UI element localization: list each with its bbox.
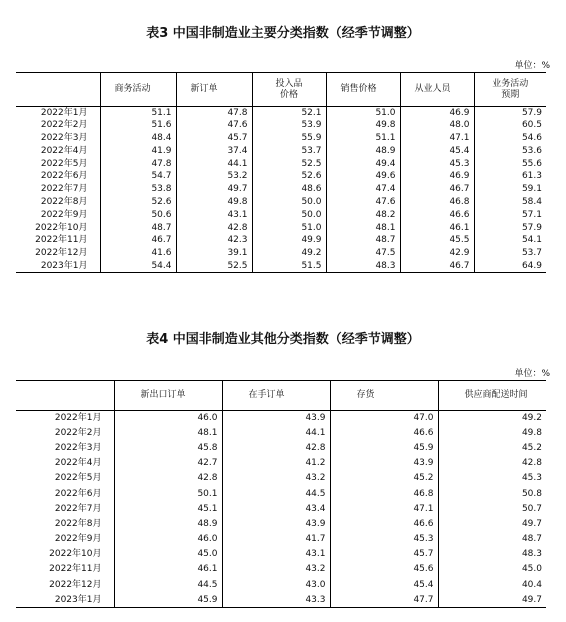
row-value: 43.9 [222,411,330,426]
row-value: 45.9 [330,441,438,456]
table-row [16,411,546,426]
table-row [16,517,546,532]
row-date: 2022年4月 [40,145,88,156]
row-value: 48.2 [326,209,400,222]
row-value: 50.0 [252,196,326,209]
row-value: 47.5 [326,247,400,260]
row-date: 2022年6月 [54,488,102,499]
row-value: 46.0 [114,532,222,547]
table-row [16,158,546,171]
row-value: 45.2 [438,441,546,456]
table-row [16,532,546,547]
row-value: 48.0 [400,119,474,132]
row-value: 48.4 [100,132,176,145]
row-value: 52.6 [252,170,326,183]
table3-header-row [16,73,546,107]
table4-body [16,411,546,608]
row-date: 2022年2月 [40,120,88,131]
row-value: 49.7 [438,517,546,532]
row-date: 2022年5月 [40,158,88,169]
row-value: 46.9 [400,170,474,183]
row-value: 60.5 [474,119,546,132]
row-value: 49.7 [176,183,252,196]
row-value: 46.7 [100,234,176,247]
row-value: 49.8 [176,196,252,209]
row-value: 48.3 [438,547,546,562]
row-value: 52.1 [252,107,326,120]
table-row [16,578,546,593]
row-value: 41.7 [222,532,330,547]
row-value: 52.5 [252,158,326,171]
row-date: 2022年2月 [54,427,102,438]
row-date: 2022年4月 [54,458,102,469]
row-value: 48.7 [438,532,546,547]
row-value: 42.9 [400,247,474,260]
row-value: 48.7 [326,234,400,247]
row-value: 53.7 [252,145,326,158]
table3-title: 表3 中国非制造业主要分类指数（经季节调整） [146,26,420,41]
row-value: 57.1 [474,209,546,222]
row-value: 42.8 [222,441,330,456]
row-value: 47.4 [326,183,400,196]
row-value: 53.8 [100,183,176,196]
row-value: 55.6 [474,158,546,171]
row-value: 49.2 [438,411,546,426]
table4-header-cell: 供应商配送时间 [438,381,546,411]
row-value: 53.6 [474,145,546,158]
row-value: 50.1 [114,486,222,501]
row-value: 57.9 [474,107,546,120]
table-row [16,209,546,222]
row-value: 43.0 [222,578,330,593]
row-value: 45.9 [114,593,222,608]
table4-header-blank [16,381,114,411]
row-value: 53.7 [474,247,546,260]
row-value: 45.0 [114,547,222,562]
row-value: 46.8 [330,486,438,501]
row-value: 45.4 [330,578,438,593]
table3-header-cell: 销售价格 [326,73,400,107]
row-value: 54.1 [474,234,546,247]
row-value: 61.3 [474,170,546,183]
row-value: 48.1 [326,222,400,235]
row-value: 40.4 [438,578,546,593]
row-value: 49.6 [326,170,400,183]
table4 [16,380,546,608]
row-value: 46.9 [400,107,474,120]
row-date: 2022年7月 [54,503,102,514]
row-value: 42.8 [114,471,222,486]
row-date: 2022年1月 [54,412,102,423]
row-value: 47.8 [100,158,176,171]
row-value: 44.5 [222,486,330,501]
row-value: 52.6 [100,196,176,209]
table-row [16,456,546,471]
row-value: 37.4 [176,145,252,158]
row-value: 48.6 [252,183,326,196]
row-value: 45.8 [114,441,222,456]
row-value: 41.2 [222,456,330,471]
table-row [16,547,546,562]
row-value: 64.9 [474,260,546,273]
table3-unit: 单位：% [514,61,550,71]
row-value: 46.6 [330,517,438,532]
row-value: 51.0 [326,107,400,120]
row-value: 51.5 [252,260,326,273]
row-date: 2022年3月 [54,442,102,453]
row-date: 2022年12月 [35,248,88,259]
row-value: 48.3 [326,260,400,273]
row-value: 52.5 [176,260,252,273]
table3-header-cell: 业务活动 预期 [474,73,546,107]
table-row [16,593,546,608]
row-value: 50.8 [438,486,546,501]
row-value: 46.1 [114,562,222,577]
row-value: 50.6 [100,209,176,222]
row-value: 42.8 [438,456,546,471]
row-value: 42.8 [176,222,252,235]
row-value: 45.4 [400,145,474,158]
row-date: 2022年5月 [54,473,102,484]
table-row [16,471,546,486]
row-date: 2022年7月 [40,184,88,195]
row-value: 45.3 [438,471,546,486]
row-value: 46.7 [400,183,474,196]
row-date: 2022年10月 [35,222,88,233]
table-row [16,234,546,247]
row-value: 54.7 [100,170,176,183]
row-value: 45.3 [400,158,474,171]
row-value: 49.4 [326,158,400,171]
row-value: 45.7 [330,547,438,562]
row-value: 46.6 [400,209,474,222]
row-value: 43.9 [222,517,330,532]
table-row [16,170,546,183]
row-value: 46.6 [330,426,438,441]
row-date: 2022年6月 [40,171,88,182]
row-value: 49.2 [252,247,326,260]
table-row [16,562,546,577]
row-value: 48.9 [326,145,400,158]
row-value: 44.5 [114,578,222,593]
table3-header-cell: 投入品 价格 [252,73,326,107]
row-value: 48.9 [114,517,222,532]
row-value: 43.2 [222,562,330,577]
table4-header-row [16,381,546,411]
row-value: 47.0 [330,411,438,426]
row-value: 43.1 [176,209,252,222]
table-row [16,119,546,132]
table4-header-cell: 新出口订单 [114,381,222,411]
row-value: 44.1 [222,426,330,441]
row-date: 2022年3月 [40,132,88,143]
row-value: 45.5 [400,234,474,247]
row-value: 43.9 [330,456,438,471]
row-value: 51.1 [100,107,176,120]
row-value: 46.0 [114,411,222,426]
row-value: 44.1 [176,158,252,171]
table-row [16,260,546,273]
row-value: 45.6 [330,562,438,577]
table4-header-cell: 存货 [330,381,438,411]
row-value: 50.0 [252,209,326,222]
table-row [16,222,546,235]
row-value: 43.2 [222,471,330,486]
row-value: 55.9 [252,132,326,145]
row-date: 2022年11月 [49,564,102,575]
row-value: 57.9 [474,222,546,235]
table-row [16,183,546,196]
row-value: 47.6 [176,119,252,132]
row-value: 41.9 [100,145,176,158]
table-row [16,441,546,456]
row-value: 43.1 [222,547,330,562]
table-row [16,426,546,441]
row-value: 47.8 [176,107,252,120]
row-date: 2022年10月 [49,549,102,560]
row-value: 49.9 [252,234,326,247]
table4-title: 表4 中国非制造业其他分类指数（经季节调整） [146,332,420,347]
row-value: 47.6 [326,196,400,209]
table3 [16,72,546,273]
row-value: 45.3 [330,532,438,547]
row-date: 2022年8月 [54,518,102,529]
row-value: 48.1 [114,426,222,441]
table-row [16,132,546,145]
table3-header-cell: 商务活动 [100,73,176,107]
row-value: 49.7 [438,593,546,608]
row-value: 45.1 [114,502,222,517]
row-date: 2022年9月 [40,209,88,220]
row-value: 47.1 [400,132,474,145]
row-value: 42.7 [114,456,222,471]
row-value: 47.1 [330,502,438,517]
row-value: 49.8 [438,426,546,441]
row-date: 2022年9月 [54,534,102,545]
row-value: 47.7 [330,593,438,608]
row-value: 54.6 [474,132,546,145]
table4-header-cell: 在手订单 [222,381,330,411]
row-date: 2022年8月 [40,196,88,207]
table-row [16,247,546,260]
row-date: 2022年11月 [35,235,88,246]
table3-header-cell: 新订单 [176,73,252,107]
row-value: 43.4 [222,502,330,517]
row-value: 54.4 [100,260,176,273]
row-value: 46.7 [400,260,474,273]
row-value: 43.3 [222,593,330,608]
row-value: 49.8 [326,119,400,132]
table-row [16,107,546,120]
row-date: 2022年1月 [40,107,88,118]
row-value: 58.4 [474,196,546,209]
row-value: 42.3 [176,234,252,247]
table-row [16,196,546,209]
row-value: 46.1 [400,222,474,235]
table3-header-cell: 从业人员 [400,73,474,107]
row-value: 53.9 [252,119,326,132]
row-value: 46.8 [400,196,474,209]
row-value: 48.7 [100,222,176,235]
table-row [16,486,546,501]
row-value: 45.2 [330,471,438,486]
row-value: 59.1 [474,183,546,196]
table3-body [16,107,546,273]
row-value: 45.0 [438,562,546,577]
row-date: 2023年1月 [54,594,102,605]
row-value: 51.0 [252,222,326,235]
row-value: 51.1 [326,132,400,145]
row-value: 51.6 [100,119,176,132]
row-date: 2022年12月 [49,579,102,590]
table4-unit: 单位：% [514,369,550,379]
row-date: 2023年1月 [40,260,88,271]
row-value: 50.7 [438,502,546,517]
table3-header-blank [16,73,100,107]
row-value: 39.1 [176,247,252,260]
table-row [16,502,546,517]
row-value: 41.6 [100,247,176,260]
table-row [16,145,546,158]
row-value: 53.2 [176,170,252,183]
row-value: 45.7 [176,132,252,145]
